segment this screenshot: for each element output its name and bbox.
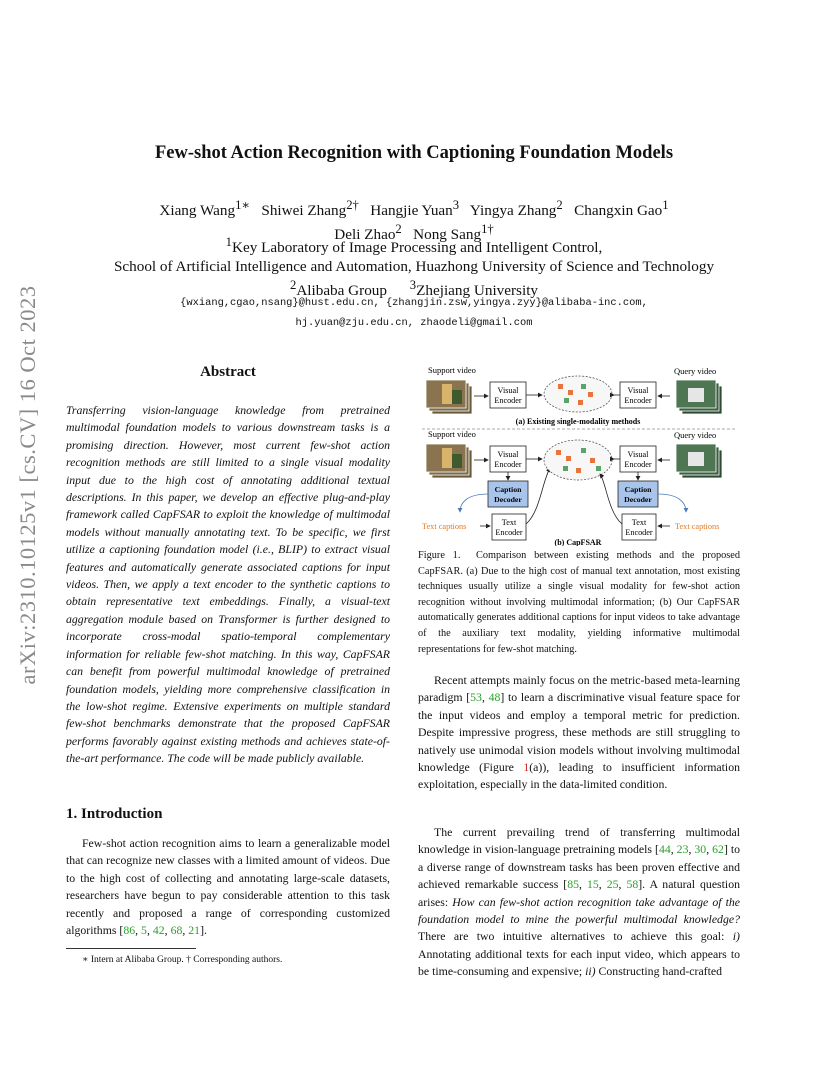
aff-text: Key Laboratory of Image Processing and Intelligent Control, [232, 239, 603, 257]
section-heading-introduction: 1. Introduction [66, 806, 163, 822]
author-name: Deli Zhao [334, 226, 396, 244]
affiliation-1 [0, 233, 828, 257]
citation-link[interactable]: 58 [626, 877, 639, 892]
caption-label: Figure 1. [418, 550, 461, 561]
feature-space-cloud-b [544, 440, 612, 480]
text-run: Few-shot action recognition aims to learn a generalizable model that can recognize new classes with a limited amount of videos. Due to the high cost of collecting and annotating large-scale datasets, researchers have begun to pay considerable attention to this task recently and proposed a range of corresponding customized algorithms [ [66, 836, 390, 938]
aff-sup: 3 [409, 278, 417, 293]
aff-sup: 1 [225, 235, 232, 249]
author-sup: 1∗ [235, 198, 250, 212]
paper-title: Few-shot Action Recognition with Captioning Foundation Models [154, 143, 674, 163]
text-run: The current prevailing trend of transferring multimodal knowledge in vision-language pretraining models [ [418, 825, 740, 857]
text-captions-label-right: Text captions [675, 522, 720, 531]
research-question: How can few-shot action recognition take advantage of the foundation model to mine the powerful multimodal knowledge? [418, 894, 741, 927]
abstract-body: Transferring vision-language knowledge from pretrained multimodal foundation models to various downstream tasks is a promising direction. However, most current few-shot action recognition methods are still limited to a single visual modality input due to the high cost of annotating additional textual descriptions. In this paper, we develop an effective plug-and-play framework called CapFSAR to exploit the knowledge of multimodal models without manually annotating text. To be specific, we first utilize a captioning foundation model (i.e., BLIP) to extract visual features and automatically generate associated captions for input videos. Then, we apply a text encoder to the synthetic captions to obtain representative text embeddings. Finally, a visual-text aggregation module based on Transformer is further designed to incorporate cross-modal spatio-temporal complementary information for reliable few-shot matching. In this way, CapFSAR can benefit from powerful multimodal knowledge of pretrained foundation models, yielding more comprehensive classification in the low-shot regime. Extensive experiments on multiple standard few-shot benchmarks demonstrate that the proposed CapFSAR performs favorably against existing methods and achieves state-of-the-art performance. The code will be made publicly available. [66, 403, 390, 766]
citation-link[interactable]: 15 [586, 877, 599, 892]
text-encoder-label: Text [501, 518, 517, 527]
author-name: Changxin Gao [574, 202, 663, 220]
author-sup: 2 [556, 198, 563, 212]
author-name: Nong Sang [413, 226, 482, 244]
author-emails [0, 293, 828, 333]
author-sup: 1 [662, 198, 669, 212]
support-video-frames-b [426, 444, 472, 478]
citation-link[interactable]: 21 [188, 923, 201, 938]
text-run: ] to a diverse range of downstream tasks has been proven effective and achieved remarkable success [ [418, 842, 741, 892]
visual-encoder-label: Visual [627, 386, 649, 395]
enum-marker: ii) [585, 964, 596, 979]
affiliations [0, 233, 828, 300]
support-video-label-a: Support video [428, 365, 476, 375]
figure-1-diagram [418, 362, 740, 546]
citation-link[interactable]: 30 [694, 842, 707, 857]
affiliation-1b: School of Artificial Intelligence and Automation, Huazhong University of Science and Technology [113, 258, 715, 276]
text-run: Constructing hand-crafted [595, 964, 723, 979]
arxiv-stamp-text: arXiv:2310.10125v1 [cs.CV] 16 Oct 2023 [15, 285, 40, 685]
footnote: ∗ Intern at Alibaba Group. † Corresponding authors. [82, 955, 283, 965]
visual-encoder-label: Encoder [494, 460, 522, 469]
text-run: ] to learn a discriminative visual feature space for the input videos and employ a temporal metric for prediction. Despite impressive progress, these methods are still struggling to natively use unimodal vision models without involving multimodal knowledge (Figure [418, 690, 740, 775]
aff-text: Alibaba Group [296, 282, 387, 300]
citation-link[interactable]: 25 [606, 877, 619, 892]
query-video-frames-a [676, 380, 722, 414]
enum-marker: i) [732, 929, 740, 944]
abstract-heading: Abstract [200, 364, 256, 380]
text-captions-label-left: Text captions [422, 522, 467, 531]
text-run: There are two intuitive alternatives to achieve this goal: [418, 929, 733, 944]
figure-1-caption [418, 548, 740, 657]
author-name: Shiwei Zhang [261, 202, 347, 220]
citation-link[interactable]: 53 [470, 690, 482, 705]
citation-link[interactable]: 23 [676, 842, 689, 857]
caption-decoder-label: Decoder [494, 495, 522, 504]
text-run: ]. A natural question arises: [418, 877, 741, 909]
visual-encoder-label: Encoder [624, 396, 652, 405]
text-run: (a)), leading to insufficient information exploitation, especially in the data-limited condition. [418, 760, 741, 792]
query-video-label-a: Query video [674, 366, 717, 376]
text-run: Annotating additional texts for each input video, which appears to be time-consuming and expensive; [418, 946, 740, 979]
author-sup: 2 [395, 222, 402, 237]
query-video-label-b: Query video [674, 430, 717, 440]
caption-text: Comparison between existing methods and the proposed CapFSAR. (a) Due to the high cost of manual text annotation, most existing techniques usually utilize a single visual modality for few-shot action recognition without involving multimodal information; (b) Our CapFSAR automatically generates additional captions for input videos to take advantage of the auxiliary text modality, yielding informative multimodal representations for few-shot matching. [418, 550, 740, 655]
text-run: ]. [200, 923, 207, 938]
arxiv-stamp [8, 285, 48, 685]
text-encoder-label: Text [631, 518, 647, 527]
citation-link[interactable]: 86 [123, 923, 136, 938]
intro-paragraph: Few-shot action recognition aims to learn a generalizable model that can recognize new classes with a limited amount of videos. Due to the high cost of collecting and annotating large-scale datasets, researchers have begun to pay considerable attention to this task recently and proposed a range of corresponding customized algorithms [86, 5, 42, 68, 21]. [66, 836, 390, 938]
subfigure-a-label: (a) Existing single-modality methods [515, 417, 641, 426]
email-line-2: hj.yuan@zju.edu.cn, zhaodeli@gmail.com [295, 317, 533, 329]
aff-sup: 2 [289, 278, 297, 293]
author-line-1 [0, 196, 828, 220]
visual-encoder-label: Encoder [624, 460, 652, 469]
author-sup: 1† [481, 222, 494, 237]
citation-link[interactable]: 44 [658, 842, 671, 857]
citation-link[interactable]: 42 [152, 923, 165, 938]
visual-encoder-label: Visual [627, 450, 649, 459]
text-run: Recent attempts mainly focus on the metric-based meta-learning paradigm [ [418, 673, 740, 705]
footnote-rule [66, 948, 196, 949]
citation-link[interactable]: 68 [170, 923, 183, 938]
body-paragraph-2: The current prevailing trend of transferring multimodal knowledge in vision-language pretraining models [44, 23, 30, 62] to a diverse range of downstream tasks has been proven effective and achieved remarkable success [85, 15, 25, 58]. A natural question arises: How can few-shot action recognition take advantage of the foundation model to mine the powerful multimodal knowledge? There are two intuitive alternatives to achieve this goal: i) Annotating additional texts for each input video, which appears to be time-consuming and expensive; ii) Constructing hand-crafted [418, 825, 741, 979]
aff-text: Zhejiang University [416, 282, 539, 300]
author-name: Xiang Wang [159, 202, 236, 220]
citation-link[interactable]: 62 [712, 842, 724, 857]
author-name: Hangjie Yuan [370, 202, 453, 220]
caption-decoder-label: Caption [494, 485, 522, 494]
support-video-frames-a [426, 380, 472, 414]
visual-encoder-label: Visual [497, 386, 519, 395]
citation-link[interactable]: 85 [567, 877, 580, 892]
author-sup: 3 [452, 198, 460, 212]
caption-decoder-label: Decoder [624, 495, 652, 504]
text-encoder-label: Encoder [495, 528, 523, 537]
visual-encoder-label: Encoder [494, 396, 522, 405]
citation-link[interactable]: 48 [488, 690, 501, 705]
caption-decoder-label: Caption [624, 485, 652, 494]
text-encoder-label: Encoder [625, 528, 653, 537]
subfigure-b-label: (b) CapFSAR [554, 538, 602, 546]
body-paragraph-1: Recent attempts mainly focus on the metric-based meta-learning paradigm [53, 48] to learn a discriminative visual feature space for the input videos and employ a temporal metric for prediction. Despite impressive progress, these methods are still struggling to natively use unimodal vision models without involving multimodal knowledge (Figure 1(a)), leading to insufficient information exploitation, especially in the data-limited condition. [418, 673, 741, 792]
citation-link[interactable]: 5 [141, 923, 147, 938]
feature-space-cloud-a [544, 376, 612, 412]
author-name: Yingya Zhang [469, 202, 557, 220]
figure-ref-link[interactable]: 1 [523, 760, 530, 775]
visual-encoder-label: Visual [497, 450, 519, 459]
query-video-frames-b [676, 444, 722, 478]
author-sup: 2† [346, 198, 359, 212]
email-line-1: {wxiang,cgao,nsang}@hust.edu.cn, {zhangjin.zsw,yingya.zyy}@alibaba-inc.com, [180, 297, 648, 309]
support-video-label-b: Support video [428, 429, 476, 439]
